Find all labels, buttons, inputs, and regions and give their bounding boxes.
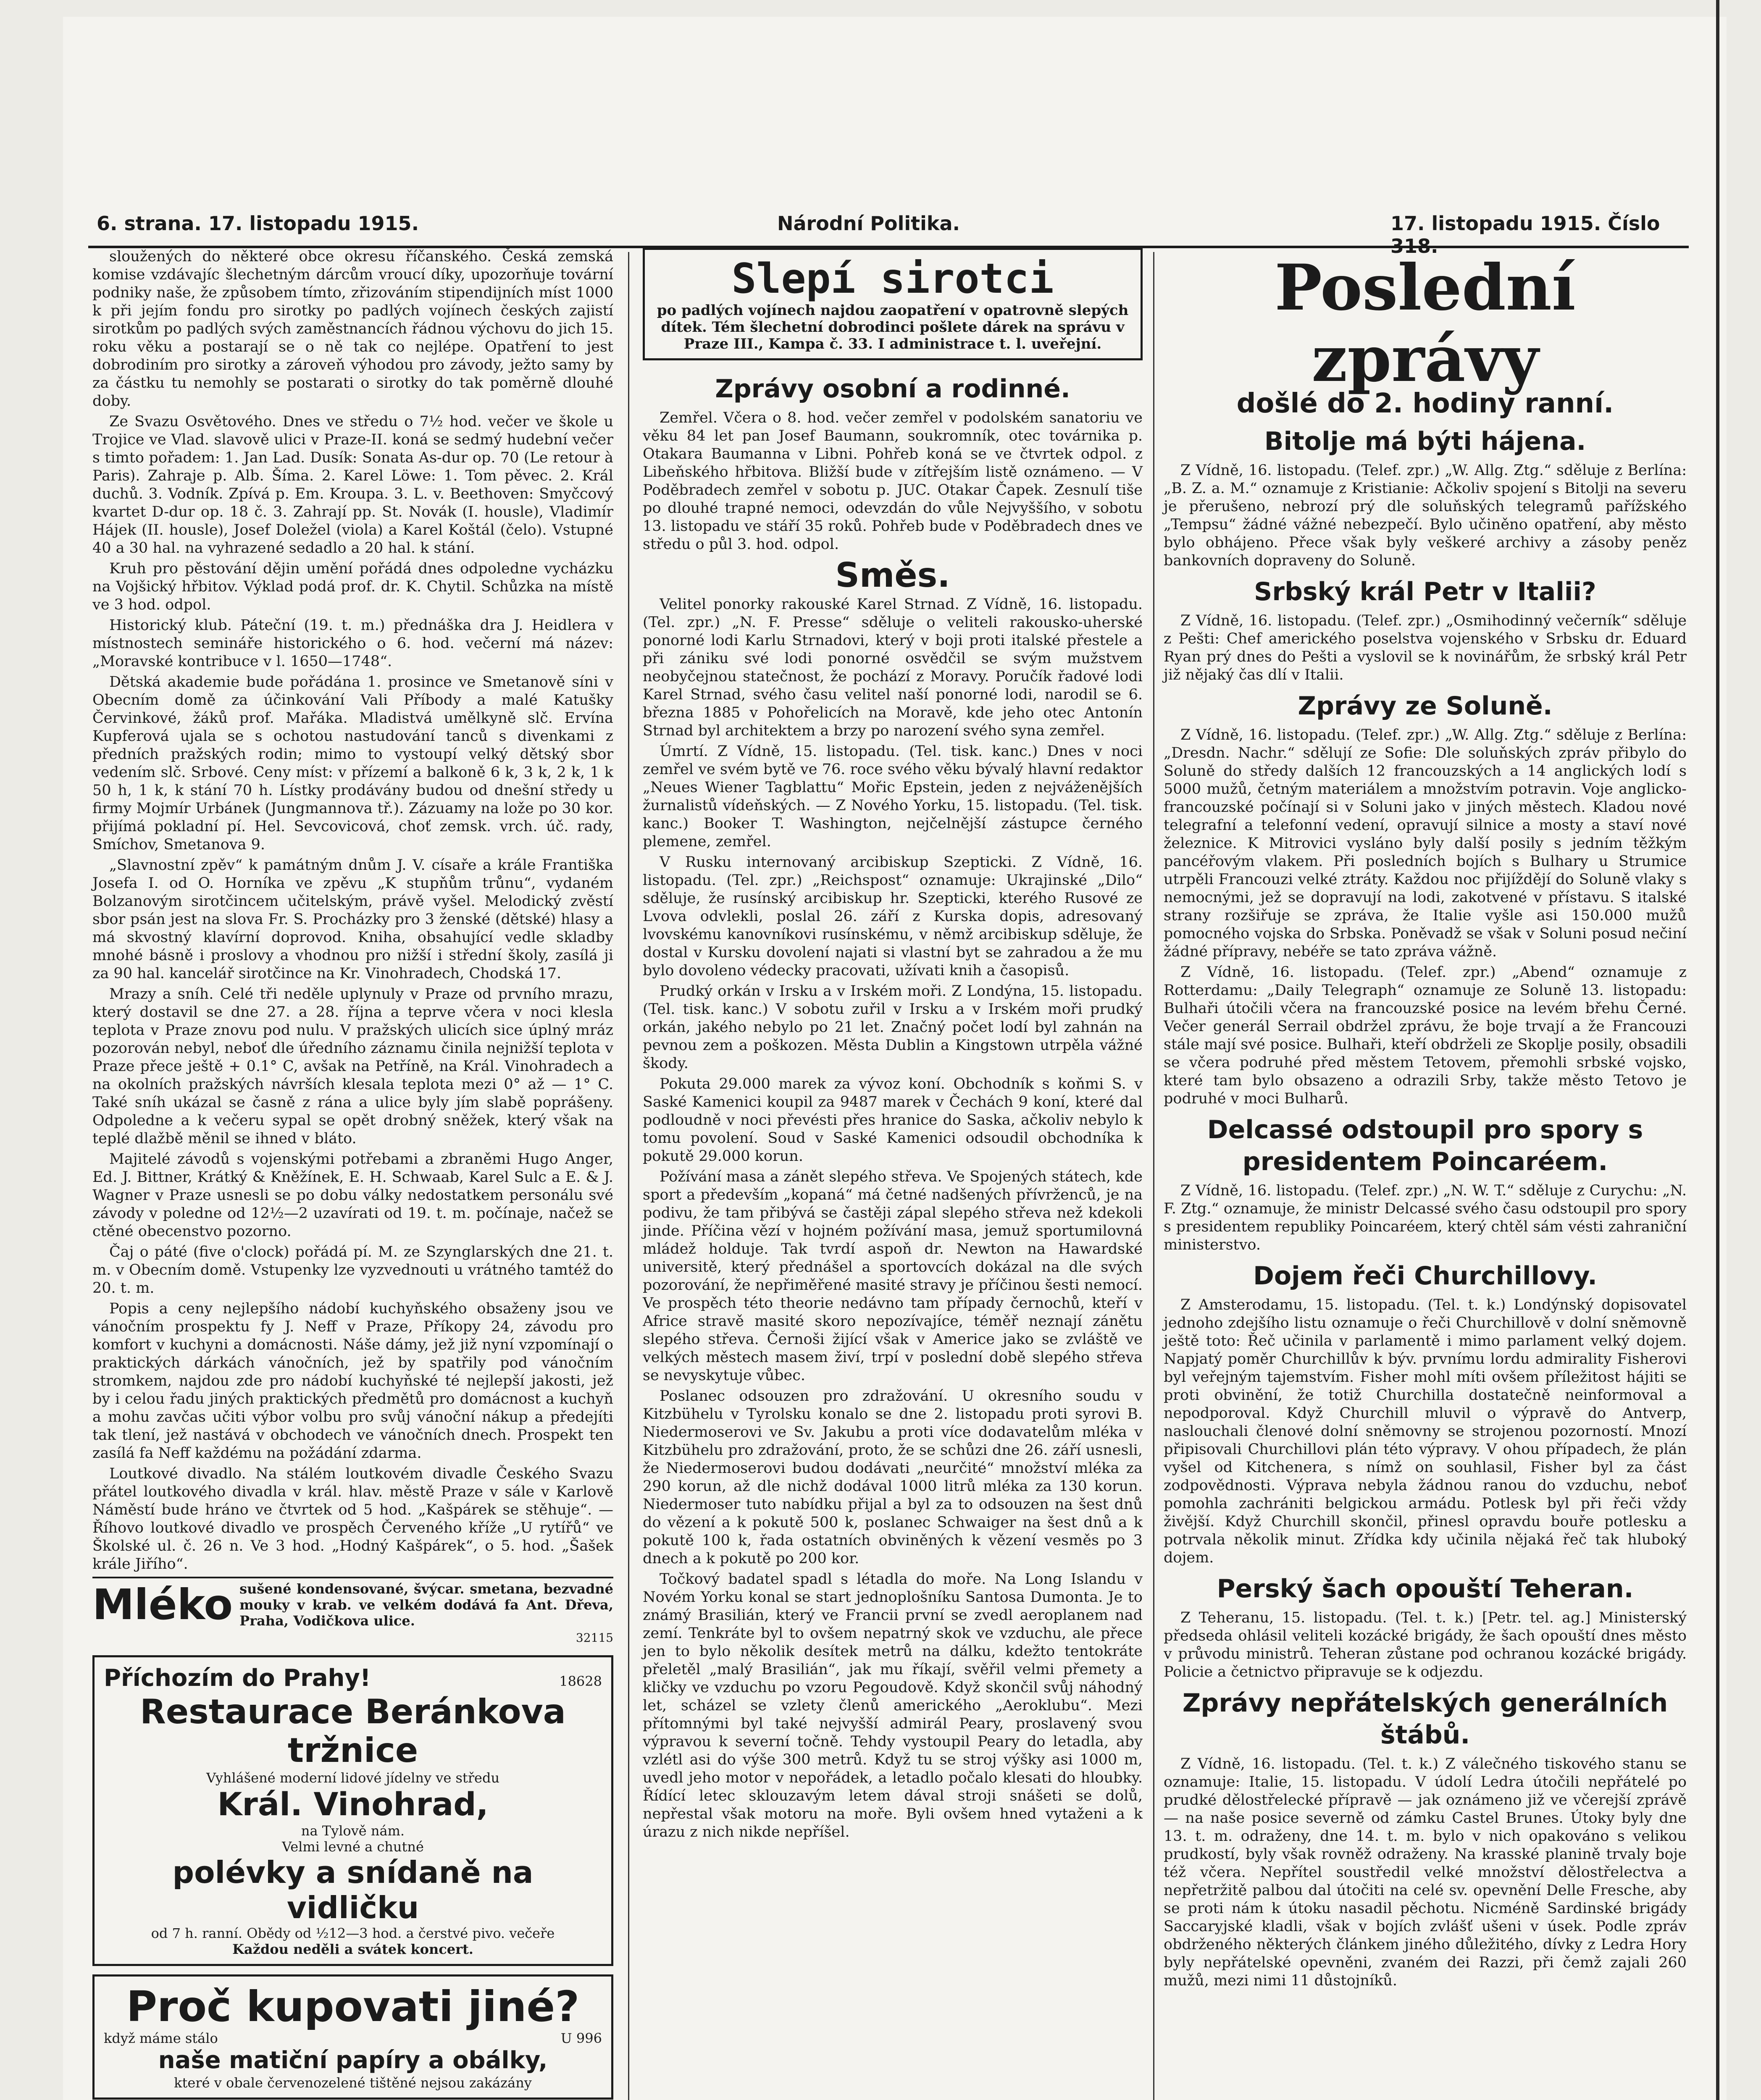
- ad-text: Každou neděli a svátek koncert.: [232, 1941, 473, 1957]
- ad-text: Vyhlášené moderní lidové jídelny ve středu: [206, 1770, 500, 1786]
- box-text: po padlých vojínech najdou zaopatření v opatrovně slepých dítek. Tém šlechetní dobrodinci pošlete dárek na správu v Praze III., Kampa č. 33. I administrace t. l. uveřejní.: [657, 302, 1129, 352]
- mleko-word: Mléko: [92, 1580, 233, 1629]
- article-text: Úmrtí. Z Vídně, 15. listopadu. (Tel. tisk. kanc.) Dnes v noci zemřel ve svém bytě ve 76. roce svého věku bývalý hlavní redaktor „Neues Wiener Tagblattu“ Mořic Epstein, jeden z nejváženějších žurnalistů vídeňských. — Z Nového Yorku, 15. listopadu. (Tel. tisk. kanc.) Booker T. Washington, nejčelnější zástupce černého plemene, zemřel.: [643, 743, 1143, 850]
- section-heading: Směs.: [835, 556, 950, 595]
- column-rule-1: [628, 252, 629, 2100]
- header-center: Národní Politika.: [777, 212, 960, 235]
- news-heading: Srbský král Petr v Italii?: [1254, 577, 1596, 606]
- news-heading: Perský šach opouští Teheran.: [1217, 1574, 1634, 1604]
- header-right: 17. listopadu 1915. Číslo 318.: [1390, 212, 1660, 257]
- article-text: Pokuta 29.000 marek za vývoz koní. Obchodník s koňmi S. v Saské Kamenici koupil za 9487 marek v Čechách 9 koní, které dal podloudně v noci převésti přes hranice do Saska, ačkoliv nebylo k tomu povolení. Soud v Saské Kamenici odsoudil obchodníka k pokutě 29.000 korun.: [643, 1076, 1143, 1165]
- section-title: Poslední zprávy: [1275, 251, 1576, 396]
- news-text: Z Vídně, 16. listopadu. (Telef. zpr.) „W. Allg. Ztg.“ sděluje z Berlína: „B. Z. a. M.“ oznamuje z Kristianie: Ačkoliv spojení s Bitolji na severu je přerušeno, nebrozí prý dle soluňských telegramů pařížského „Tempsu“ žádné vážné nebezpečí. Bylo učiněno opatření, aby město bylo obhájeno. Přece však byly veškeré archivy a zásoby peněz bankovních dopraveny do Soluně.: [1164, 462, 1687, 569]
- mleko-num: 32115: [576, 1631, 613, 1645]
- article-text: Čaj o páté (five o'clock) pořádá pí. M. ze Szynglarských dne 21. t. m. v Obecním domě. Vstupenky lze vyzvednouti u vrátného tamtéž do 20. t. m.: [92, 1244, 613, 1297]
- box-title: Slepí sirotci: [731, 255, 1054, 303]
- ad-headline: Příchozím do Prahy!: [104, 1664, 371, 1692]
- news-heading: Delcassé odstoupil pro spory s presidentem Poincaréem.: [1207, 1115, 1643, 1176]
- article-text: Prudký orkán v Irsku a v Irském moři. Z Londýna, 15. listopadu. (Tel. tisk. kanc.) V sobotu zuřil v Irsku a v Irském moři prudký orkán, jakého nebylo po 21 let. Značný počet lodí byl zahnán na pevnou zem a poškozen. Města Dublin a Kingstown utrpěla vážné škody.: [643, 983, 1143, 1072]
- article-text: Dětská akademie bude pořádána 1. prosince ve Smetanově síni v Obecním domě za účinkování Vali Příbody a malé Katušky Červinkové, žáků prof. Mařáka. Mladistvá umělkyně slč. Ervína Kupferová ujala se s ochotou nastudování tanců s divenkami z předních pražských rodin; mimo to vystoupí velký dětský sbor vedením slč. Srbové. Ceny míst: v přízemí a balkoně 6 k, 3 k, 2 k, 1 k 50 h, 1 k, k stání 70 h. Lístky prodávány budou od dnešní středy u firmy Mojmír Urbánek (Jungmannova tř.). Zázuamy na lože po 30 kor. přijímá pokladní pí. Hel. Sevcovicová, choť zemsk. vrch. úč. rady, Smíchov, Smetanova 9.: [92, 674, 613, 853]
- article-text: Ze Svazu Osvětového. Dnes ve středu o 7½ hod. večer ve škole u Trojice ve Vlad. slavově ulici v Praze-II. koná se sedmý hudební večer s timto pořadem: 1. Jan Lad. Dusík: Sonata As-dur op. 70 (Le retour à Paris). Zahraje p. Alb. Šíma. 2. Karel Löwe: 1. Tom pěvec. 2. Král duchů. 3. Vodník. Zpívá p. Em. Kroupa. 3. L. v. Beethoven: Smyčcový kvartet D-dur op. 18 č. 3. Zahrají pp. St. Novák (I. housle), Vladimír Hájek (II. housle), Josef Doležel (viola) a Karel Koštál (čelo). Vstupné 40 a 30 hal. na vyhrazené sedadlo a 20 hal. k stání.: [92, 413, 613, 556]
- column-rule-2: [1153, 252, 1154, 2100]
- slepi-sirotci-box: [643, 248, 1143, 360]
- article-text: Zemřel. Včera o 8. hod. večer zemřel v podolském sanatoriu ve věku 84 let pan Josef Baumann, soukromník, otec továrnika p. Otakara Baumanna v Libni. Pohřeb koná se ve čtvrtek odpol. z Libeňského hřbitova. Bližší bude v zítřejším listě oznámeno. — V Poděbradech zemřel v sobotu p. JUC. Otakar Čapek. Zesnulí tiše po dlouhé trapné nemoci, odevzdán do vůle Nejvyššího, v sobotu 13. listopadu ve stáří 35 roků. Pohřeb bude v Poděbradech dnes ve středu o půl 3. hod. odpol.: [643, 410, 1143, 553]
- news-heading: Zprávy ze Soluně.: [1298, 691, 1553, 721]
- restaurant-ad: [92, 1655, 613, 1966]
- ad-headline: Proč kupovati jiné?: [126, 1982, 580, 2031]
- ad-product: naše matiční papíry a obálky,: [158, 2047, 548, 2074]
- ad-number: U 996: [560, 2030, 602, 2046]
- news-text: Z Amsterodamu, 15. listopadu. (Tel. t. k.) Londýnský dopisovatel jednoho zdejšího listu oznamuje o řeči Churchillově v dolní sněmovně ještě toto: Řeč učinila v parlamentě i mimo parlament velký dojem. Napjatý poměr Churchillův k býv. prvnímu lordu admirality Fisherovi byl veřejným tajemstvím. Fisher mohl míti ovšem příležitost hájiti se proti obvinění, že totiž Churchilla dostatečně neinformoval a nepodporoval. Když Churchill mluvil o výpravě do Antverp, naslouchali členové dolní sněmovny se strojenou pozorností. Mnozí připisovali Churchillovi plán této výpravy. V ohou případech, že plán vyšel od Kitchenera, s nímž on souhlasil, Fisher byl za část zodpovědnosti. Výprava nebyla žádnou ranou do vzduchu, neboť pomohla zachrániti belgickou armádu. Potlesk byl při řeči vždy živější. Když Churchill skončil, přinesl opravdu bouře potlesku a potrvala několik minut. Zřídka kdy učinila nějaká řeč tak hluboký dojem.: [1164, 1297, 1687, 1566]
- article-text: V Rusku internovaný arcibiskup Szepticki. Z Vídně, 16. listopadu. (Tel. zpr.) „Reichspost“ oznamuje: Ukrajinské „Dilo“ sděluje, že rusínský arcibiskup hr. Szepticki, kterého Rusové ze Lvova odvlekli, poslal 26. září z Kurska dopis, adresovaný lvovskému kanovníkovi rusínskému, v němž arcibiskup sděluje, že dostal v Kursku dovolení najati si vlastní byt se zahradou a že mu bylo dovoleno védecky pracovati, užívati knih a časopisů.: [643, 854, 1143, 979]
- news-text: Z Vídně, 16. listopadu. (Telef. zpr.) „Osmihodinný večerník“ sděluje z Pešti: Chef amerického poselstva vojenského v Srbsku dr. Eduard Ryan prý dnes do Pešti a vyslovil se k novinářům, že srbský král Petr již nějaký čas dlí v Italii.: [1164, 612, 1687, 683]
- article-text: Loutkové divadlo. Na stálém loutkovém divadle Českého Svazu přátel loutkového divadla v král. hlav. městě Praze v sále v Karlově Náměstí bude hráno ve čtvrtek od 5 hod. „Kašpárek se stěhuje“. — Říhovo loutkové divadlo ve prospěch Červeného kříže „U rytířů“ ve Školské ul. č. 26 n. Ve 3 hod. „Hodný Kašpárek“, o 5. hod. „Šašek krále Jiřího“.: [92, 1465, 613, 1572]
- ad-restaurant-name: Restaurace Beránkova tržnice: [140, 1692, 566, 1770]
- ad-location: Král. Vinohrad,: [217, 1785, 489, 1823]
- article-text: Poslanec odsouzen pro zdražování. U okresního soudu v Kitzbühelu v Tyrolsku konalo se dne 2. listopadu proti syrovi B. Niedermoserovi ve Sv. Jakubu a proti více dodavatelům mléka v Kitzbühelu pro zdražování, proto, že se schůzi dne 26. září usnesli, že Niedermoserovi budou dodávati „neurčité“ množství mléka za 290 korun, až dle nichž dodával 1000 litrů mléka za 130 korun. Niedermoser tuto nabídku přijal a byl za to odsouzen na šest dnů do vězení a k pokutě 500 k, poslanec Schwaiger na šest dnů a k pokutě 100 k, řada ostatních obviněných k vězení vesměs po 3 dnech a k pokutě po 200 kor.: [643, 1388, 1143, 1567]
- column-2: [643, 248, 1143, 1844]
- ad-number: 18628: [559, 1673, 602, 1689]
- article-text: Velitel ponorky rakouské Karel Strnad. Z Vídně, 16. listopadu. (Tel. zpr.) „N. F. Presse“ sděluje o veliteli rakousko-uherské ponorné lodi Karlu Strnadovi, který v boji proti italské přestele a při zániku své lodi ponorné osvědčil se svým mužstvem neobyčejnou statečnost, že pochází z Moravy. Poručík řadové lodi Karel Strnad, svého času velitel naší ponorné lodi, narodil se 6. března 1885 v Pohořelicích na Moravě, kde jeho otec Antonín Strnad byl architektem a brzy po narození svého syna zemřel.: [643, 596, 1143, 739]
- news-heading: Zprávy nepřátelských generálních štábů.: [1182, 1688, 1668, 1750]
- article-text: Historický klub. Páteční (19. t. m.) přednáška dra J. Heidlera v místnostech semináře historického o 6. hod. večerní má název: „Moravské kontribuce v l. 1650—1748“.: [92, 617, 613, 670]
- article-text: Popis a ceny nejlepšího nádobí kuchyňského obsaženy jsou ve vánočním prospektu fy J. Neff v Praze, Příkopy 24, závodu pro komfort v kuchyni a domácnosti. Náše dámy, jež již nyní vzpomínají o praktických dárkách vánočních, jež by spatřily pod vánočním stromkem, najdou zde pro nádobí kuchyňské té nejlepší jakosti, jež by i celou řadu jiných praktických předmětů pro domácnost a kuchyň a mohu zavčas učiti výbor volbu pro svůj vánoční nákup a předejíti tak tlení, jež nastává v obchodech ve vánočních dnech. Prospekt ten zasílá fa Neff každému na požádání zdarma.: [92, 1300, 613, 1462]
- ad-text: Velmi levné a chutné: [282, 1839, 424, 1855]
- mleko-ad: [92, 1577, 613, 1629]
- article-text: sloužených do některé obce okresu říčanského. Česká zemská komise vzdávajíc šlechetným dárcům vroucí díky, upozorňuje tovární podniky naše, že způsobem tímto, zřizováním stipendijních míst 1000 k při jejím fondu pro sirotky po padlých vojínech českých zajistí sirotkům po padlých svých zaměstnancích řádnou výchovu do jich 15. roku věku a postarají se o ně tak co nejlépe. Opatření to jest dobrodiním pro sirotky a zároveň výhodou pro závody, ježto samy by za částku tu nemohly se postarati o sirotky do tak poměrně dlouhé doby.: [92, 248, 613, 410]
- article-text: Požívání masa a zánět slepého střeva. Ve Spojených státech, kde sport a především „kopaná“ má četné nadšených přívrženců, je na podivu, že tam přibývá se častěji zápal slepého střeva než kdekoli jinde. Příčina vězí v hojném požívání masa, jemuž sportumilovná mládež holduje. Tak tvrdí aspoň dr. Newton na Hawardské universitě, který přednášel a sportovcích dokázal na dle svých pozorování, že nepřiměřené masité stravy je příčinou šesti nemocí. Ve prospěch této theorie nedávno tam případy černochů, kteří v Africe stravě masité skoro nepozívajíce, téměř neznají zánětu slepého střeva. Černoši žijící však v Americe jako se zvláště ve velkých městech masem živí, trpí v poslední době slepého střeva se nevyskytuje vůbec.: [643, 1168, 1143, 1384]
- news-text: Z Vídně, 16. listopadu. (Telef. zpr.) „W. Allg. Ztg.“ sděluje z Berlína: „Dresdn. Nachr.“ sdělují ze Sofie: Dle soluňských zpráv přibylo do Soluně do středy dalších 12 francouzských a 14 anglických lodí s 5000 mužů, četným materiálem a množstvím potravin. Voje anglicko-francouzské počínají si v Soluni jako v jiných městech. Kladou nové telegrafní a telefonní vedení, opravují silnice a mosty a staví nové železnice. K Mitrovici vysláno byly další posily s jedním těžkým pancéřovým vlakem. Při posledních bojích s Bulhary u Strumice utrpěli Francouzi velké ztráty. Každou noc přijíždějí do Soluně vlaky s nemocnými, jež se dopravují na lodi, zakotvené v přístavu. S italské strany rozšiřuje se zpráva, že Italie vyšle asi 150.000 mužů pomocného vojska do Srbska. Poněvadž se však v Soluni posud nečiní žádné přípravy, nebéře se tato zpráva vážně.: [1164, 727, 1687, 960]
- column-3: [1164, 248, 1687, 1992]
- news-text: Z Vídně, 16. listopadu. (Telef. zpr.) „N. W. T.“ sděluje z Curychu: „N. F. Ztg.“ oznamuje, že ministr Delcassé svého času odstoupil pro spory s presidentem republiky Poincaréem, který chtěl sám vésti zahraniční ministerstvo.: [1164, 1182, 1687, 1253]
- article-text: Točkový badatel spadl s létadla do moře. Na Long Islandu v Novém Yorku konal se start jednoplošníku Santosa Dumonta. Je to známý Brasilián, který ve Francii první se zvedl aeroplanem nad zemí. Tenkráte byl to ovšem nepatrný skok ve vzduchu, ale přece jen to bylo několik desítek metrů na dálku, kdežto tentokráte přeletěl „malý Brasilián“, jak mu říkají, svěřil velmi přemety a kličky ve vzduchu po vzoru Pegoudově. Když skončil svůj náhodný let, scházel se vzlety členů amerického „Aeroklubu“. Mezi přítomnými byl také nejvyšší admirál Peary, proslavený svou výpravou k severní točně. Tehdy vystoupil Peary do letadla, aby vzlétl asi do výše 300 metrů. Když tu se stroj výšky asi 1000 m, uvedl jeho motor v nepořádek, a letadlo počalo klesati do hloubky. Řídící letec sklouzavým letem dával stroji snášeti se dolů, nepřestal však motoru na moře. Byli ovšem hned vytaženi a k úrazu z nich nikde nepříšel.: [643, 1571, 1143, 1840]
- news-heading: Bitolje má býti hájena.: [1264, 427, 1586, 456]
- article-text: Kruh pro pěstování dějin umění pořádá dnes odpoledne vycházku na Vojšický hřbitov. Výklad podá prof. dr. K. Chytil. Schůzka na místě ve 3 hod. odpol.: [92, 560, 613, 613]
- header-left: 6. strana. 17. listopadu 1915.: [97, 212, 419, 235]
- news-heading: Dojem řeči Churchillovy.: [1253, 1261, 1597, 1291]
- page-header: [88, 212, 1689, 257]
- paper-ad: [92, 1974, 613, 2100]
- ad-text: od 7 h. ranní. Obědy od ½12—3 hod. a čerstvé pivo. večeře: [151, 1925, 555, 1941]
- mleko-text: sušené kondensované, švýcar. smetana, bezvadné mouky v krab. ve velkém dodává fa Ant. Dřeva, Praha, Vodičkova ulice.: [239, 1581, 613, 1629]
- column-1: [92, 248, 613, 2100]
- article-text: Majitelé závodů s vojenskými potřebami a zbraněmi Hugo Anger, Ed. J. Bittner, Krátký & Kněžínek, E. H. Schwaab, Karel Sulc a E. & J. Wagner v Praze usnesli se po dobu války nedostatkem personálu své závody v poledne od 12½—2 uzavírati od 19. t. m. počínaje, načež se ctěné obecenstvo pozorno.: [92, 1151, 613, 1240]
- binding-crease: [1716, 0, 1719, 2100]
- ad-offer: polévky a snídaně na vidličku: [172, 1855, 534, 1925]
- section-subtitle: došlé do 2. hodiny ranní.: [1236, 388, 1614, 419]
- ad-text: na Tylově nám.: [301, 1823, 405, 1839]
- ad-text: které v obale červenozelené tištěné nejsou zakázány: [174, 2075, 532, 2091]
- section-heading: Zprávy osobní a rodinné.: [715, 374, 1070, 404]
- news-text: Z Vídně, 16. listopadu. (Tel. t. k.) Z válečného tiskového stanu se oznamuje: Italie, 15. listopadu. V údolí Ledra útočili nepřátelé po prudké dělostřelecké přípravě — jak oznámeno již ve včerejší zprávě — na naše posice severně od zámku Castel Brunes. Útoky byly dne 13. t. m. odraženy, dne 14. t. m. bylo v nich opakováno s velikou prudkostí, byly však rovněž odraženy. Na krasské planině trvaly boje též včera. Nepřítel soustředil velké množství dělostřelectva a nepřetržitě palbou dal útočiti na celé sv. opevnění Delle Fresche, aby se proti nám k útoku nasadil pěchotu. Nicméně Sardinské brigády Saccaryjské kladli, však v bojích zvlášť ušeni v úsek. Podle zpráv obdrženého některých článkem jiného důležitého, dívky z Ledra Hory byly nepřátelské opevněni, zvaném dei Razzi, při čemž zajali 260 mužů, mezi nimi 11 důstojníků.: [1164, 1756, 1687, 1989]
- news-text: Z Teheranu, 15. listopadu. (Tel. t. k.) [Petr. tel. ag.] Ministerský předseda ohlásil veliteli kozácké brigády, že šach opouští dnes město v průvodu ministrů. Teheran zůstane pod ochranou kozácké brigády. Policie a četnictvo připravuje se k odjezdu.: [1164, 1609, 1687, 1680]
- ad-text: když máme stálo: [104, 2030, 218, 2046]
- article-text: Mrazy a sníh. Celé tři neděle uplynuly v Praze od prvního mrazu, který dostavil se dne 27. a 28. října a teprve včera v noci klesla teplota v Praze znovu pod nulu. V pražských ulicích sice úplný mráz pozorován nebyl, neboť dle úředního záznamu činila nejnižší teplota v Praze přece ještě + 0.1° C, avšak na Petříně, na Král. Vinohradech a na okolních pražských návrších klesala teplota mezi 0° až — 1° C. Také sníh ukázal se časně z rána a ulice byly jím slabě poprášeny. Odpoledne a k večeru sypal se opět drobný sněžek, který však na teplé dlažbě měnil se ihned v bláto.: [92, 986, 613, 1147]
- article-text: „Slavnostní zpěv“ k památným dnům J. V. císaře a krále Františka Josefa I. od O. Horníka ve zpěvu „K stupňům trůnu“, vydaném Bolzanovým sirotčincem učitelským, právě vyšel. Melodický zvěstí sbor psán jest na slova Fr. S. Procházky pro 3 ženské (dětské) hlasy a má skvostný klavírní doprovod. Kniha, obsahující vedle skladby mnohé básně i proslovy a vhodnou pro nižší i střední školy, zasílá ji za 90 hal. kancelář sirotčince na Kr. Vinohradech, Chodská 17.: [92, 857, 613, 982]
- news-text: Z Vídně, 16. listopadu. (Telef. zpr.) „Abend“ oznamuje z Rotterdamu: „Daily Telegraph“ oznamuje ze Soluně 13. listopadu: Bulhaři útočili včera na francouzské posice na levém břehu Černé. Večer generál Serrail obdržel zprávu, že boje trvají a že Francouzi stále mají své posice. Bulhaři, kteří obdrželi ze Skoplje posily, obsadili se včera podruhé před městem Tetovem, přemohli srbské vojsko, které tam bylo obsazeno a odrazili Srby, takže město Tetovo je podruhé v moci Bulharů.: [1164, 964, 1687, 1107]
